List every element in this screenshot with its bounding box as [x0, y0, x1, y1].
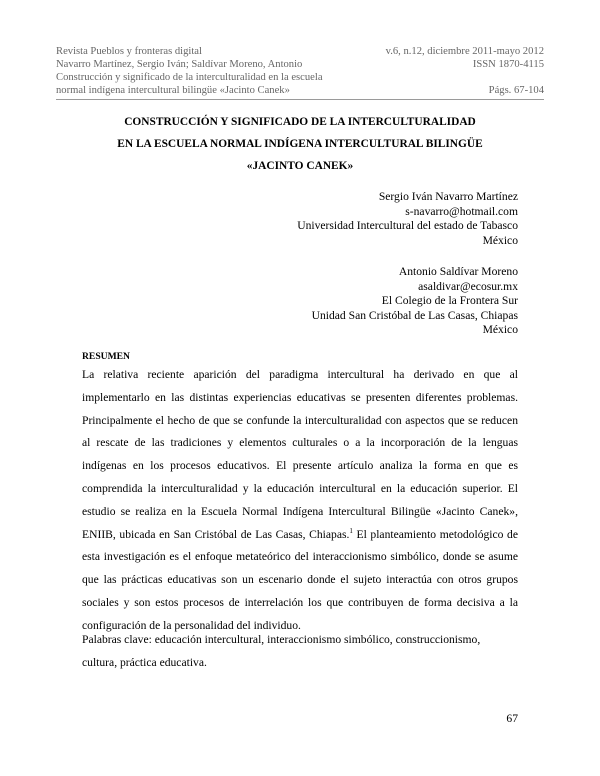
- footnote-marker: 1: [349, 526, 353, 535]
- author-email: s-navarro@hotmail.com: [405, 204, 518, 218]
- author-block-1: [297, 190, 518, 248]
- author-block-2: [312, 265, 518, 338]
- author-country: México: [482, 233, 518, 247]
- abstract-heading: RESUMEN: [82, 351, 130, 362]
- article-title-line1: CONSTRUCCIÓN Y SIGNIFICADO DE LA INTERCULTURALIDAD: [124, 116, 476, 128]
- header-divider: [56, 99, 544, 100]
- running-header: [56, 45, 544, 97]
- abstract-part1: La relativa reciente aparición del paradigma intercultural ha derivado en que al implementarlo en las distintas experiencias educativas se presenten diferentes problemas. Principalmente el hecho de que se confunde la interculturalidad con aspectos que se reducen al rescate de las tradiciones y elementos culturales o a la incorporación de la lenguas indígenas en los procesos educativos. El presente artículo analiza la forma en que es comprendida la interculturalidad y la educación intercultural en la educación superior. El estudio se realiza en la Escuela Normal Indígena Intercultural Bilingüe «Jacinto Canek», ENIIB, ubicada en San Cristóbal de Las Casas, Chiapas.: [82, 368, 518, 541]
- author-email: asaldivar@ecosur.mx: [418, 279, 518, 293]
- header-authors: Navarro Martínez, Sergio Iván; Saldívar Moreno, Antonio: [56, 59, 303, 70]
- author-name: Sergio Iván Navarro Martínez: [378, 190, 518, 203]
- header-title-line1: Construcción y significado de la interculturalidad en la escuela: [56, 72, 323, 83]
- page-range: Págs. 67-104: [488, 85, 544, 96]
- abstract-part2: El planteamiento metodológico de esta investigación es el enfoque metateórico del interaccionismo simbólico, donde se asume que las prácticas educativas son un escenario donde el sujeto interactúa con otros grupos sociales y son estos procesos de interrelación los que contribuyen de forma decisiva a la configuración de la personalidad del individuo.: [82, 527, 518, 632]
- author-institution: El Colegio de la Frontera Sur: [381, 294, 518, 307]
- article-title-line3: «JACINTO CANEK»: [246, 160, 354, 172]
- header-title-line2: normal indígena intercultural bilingüe «Jacinto Canek»: [56, 85, 290, 96]
- author-name: Antonio Saldívar Moreno: [398, 265, 518, 278]
- page-number: 67: [506, 712, 518, 725]
- keywords: Palabras clave: educación intercultural, interaccionismo simbólico, construccionismo, cultura, práctica educativa.: [82, 633, 481, 669]
- author-institution: Universidad Intercultural del estado de Tabasco: [297, 219, 518, 232]
- issn: ISSN 1870-4115: [472, 59, 544, 70]
- journal-name: Revista Pueblos y fronteras digital: [56, 46, 202, 57]
- abstract-text: [82, 364, 518, 638]
- article-title-line2: EN LA ESCUELA NORMAL INDÍGENA INTERCULTURAL BILINGÜE: [117, 138, 483, 150]
- issue-info: v.6, n.12, diciembre 2011-mayo 2012: [385, 46, 544, 57]
- author-country: México: [482, 323, 518, 336]
- article-title: [56, 111, 544, 177]
- author-unit: Unidad San Cristóbal de Las Casas, Chiapas: [311, 308, 518, 322]
